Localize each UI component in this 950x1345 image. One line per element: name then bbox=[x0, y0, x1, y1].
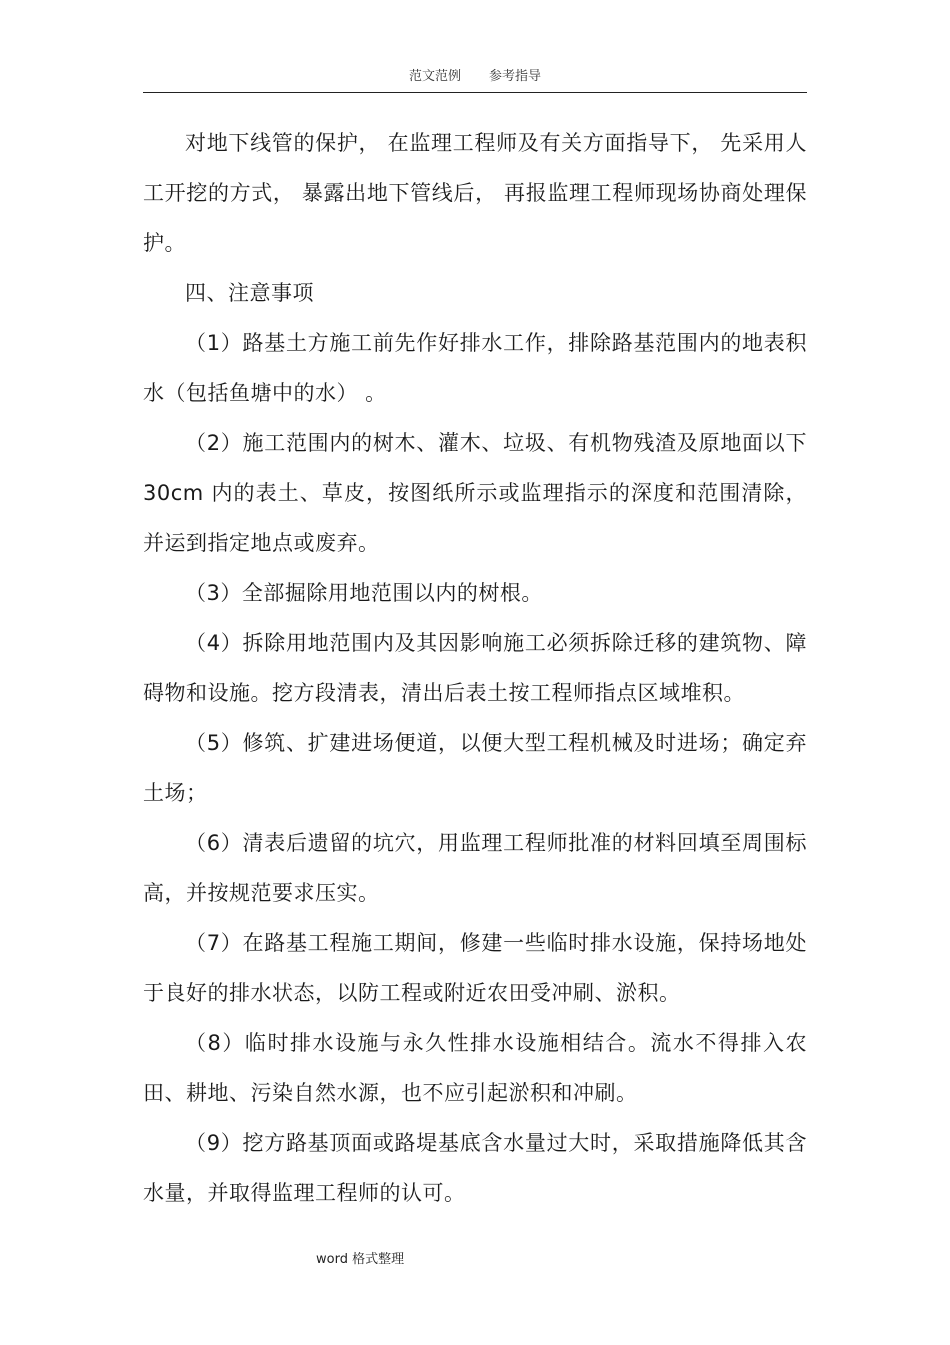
note-item-7: （7）在路基工程施工期间，修建一些临时排水设施，保持场地处于良好的排水状态，以防工程或附近农田受冲刷、淤积。 bbox=[143, 931, 807, 1005]
note-item-9: （9）挖方路基顶面或路堤基底含水量过大时，采取措施降低其含水量，并取得监理工程师的认可。 bbox=[143, 1131, 807, 1205]
note-item-1: （1）路基土方施工前先作好排水工作，排除路基范围内的地表积水（包括鱼塘中的水） 。 bbox=[143, 331, 807, 405]
note-item-6: （6）清表后遗留的坑穴，用监理工程师批准的材料回填至周围标高，并按规范要求压实。 bbox=[143, 831, 807, 905]
document-body bbox=[143, 118, 807, 1218]
header-right-text: 参考指导 bbox=[489, 69, 542, 84]
note-item-2: （2）施工范围内的树木、灌木、垃圾、有机物残渣及原地面以下 30cm 内的表土、草皮，按图纸所示或监理指示的深度和范围清除，并运到指定地点或废弃。 bbox=[143, 431, 807, 555]
section-heading-notes: 四、注意事项 bbox=[185, 281, 314, 305]
note-item-3: （3）全部掘除用地范围以内的树根。 bbox=[185, 581, 543, 605]
note-item-4: （4）拆除用地范围内及其因影响施工必须拆除迁移的建筑物、障碍物和设施。挖方段清表，清出后表土按工程师指点区域堆积。 bbox=[143, 631, 807, 705]
note-item-8: （8）临时排水设施与永久性排水设施相结合。流水不得排入农田、耕地、污染自然水源，也不应引起淤积和冲刷。 bbox=[143, 1031, 807, 1105]
note-item-5: （5）修筑、扩建进场便道，以便大型工程机械及时进场；确定弃土场； bbox=[143, 731, 807, 805]
paragraph-pipeline-protection: 对地下线管的保护， 在监理工程师及有关方面指导下， 先采用人工开挖的方式， 暴露出地下管线后， 再报监理工程师现场协商处理保护。 bbox=[143, 131, 807, 255]
header-left-text: 范文范例 bbox=[408, 69, 461, 84]
page-footer: word 格式整理 bbox=[316, 1252, 405, 1267]
page-header bbox=[143, 64, 807, 93]
